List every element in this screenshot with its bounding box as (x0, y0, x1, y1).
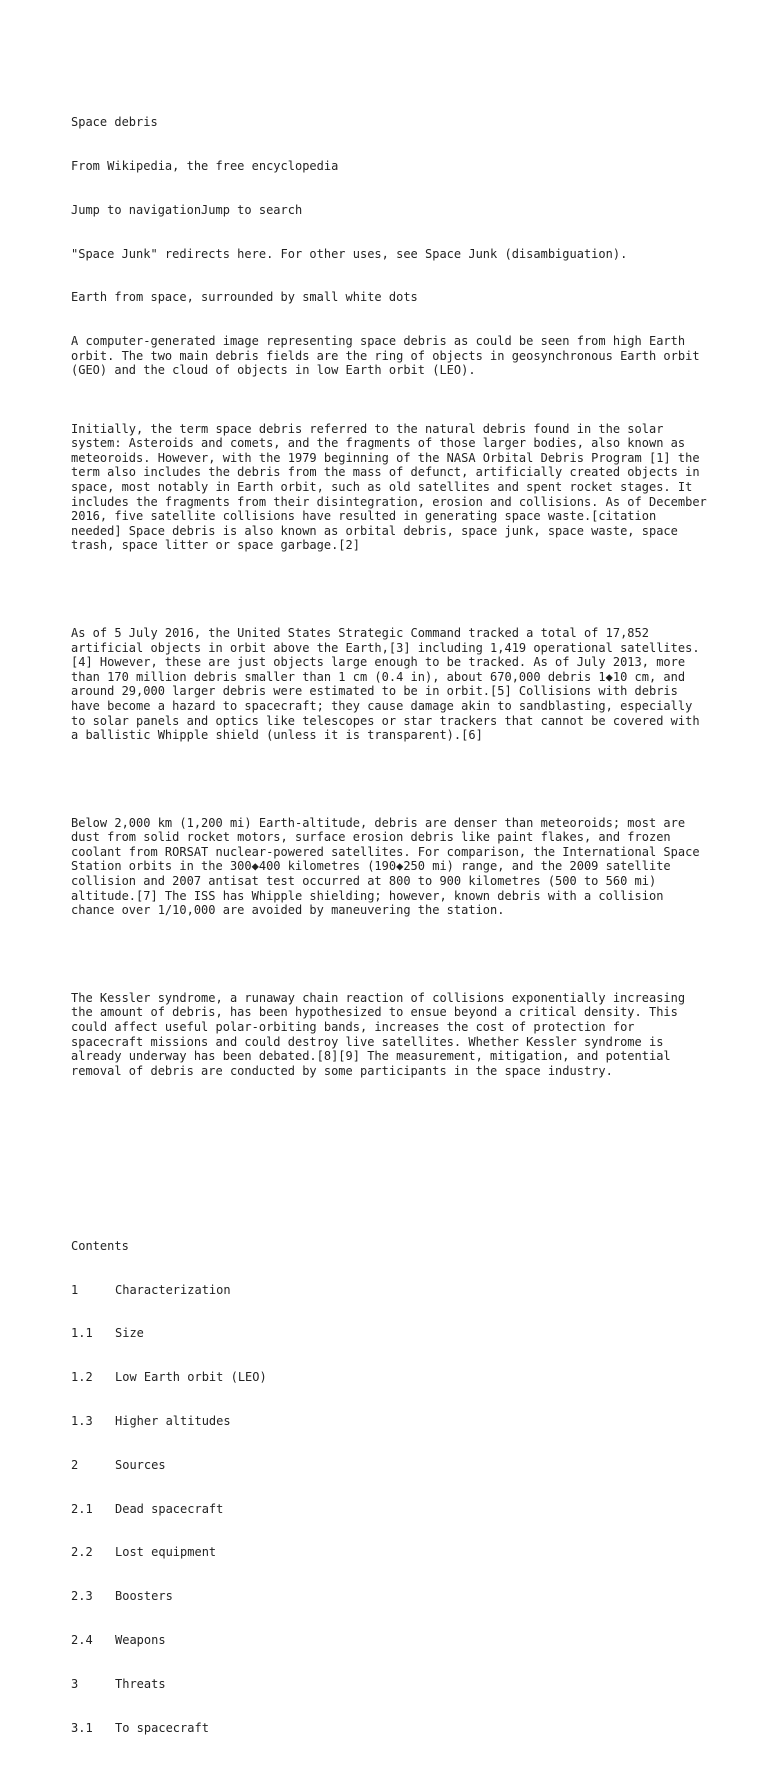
hatnote: "Space Junk" redirects here. For other uses, see Space Junk (disambiguation). (71, 246, 628, 261)
document-page (71, 86, 714, 1779)
toc-label[interactable]: To spacecraft (115, 1720, 209, 1735)
toc-label[interactable]: Size (115, 1326, 144, 1341)
paragraph-spacer (71, 1108, 711, 1123)
page-title: Space debris (71, 115, 158, 130)
body-paragraph: As of 5 July 2016, the United States Strategic Command tracked a total of 17,852 artificial objects in orbit above the Earth,[3] including 1,419 operational satellites.[4] However, these are just objects large enough to be tracked. As of July 2013, more than 170 million debris smaller than 1 cm (0.4 in), about 670,000 debris 1◆10 cm, and around 29,000 larger debris were estimated to be in orbit.[5] Collisions with debris have become a hazard to spacecraft; they cause damage akin to sandblasting, especially to solar panels and optics like telescopes or star trackers that cannot be covered with a ballistic Whipple shield (unless it is transparent).[6] (71, 625, 707, 743)
image-caption: A computer-generated image representing space debris as could be seen from high Earth orbit. The two main debris fields are the ring of objects in geosynchronous Earth orbit (GEO) and the cloud of objects in low Earth orbit (LEO). (71, 334, 707, 378)
toc-label[interactable]: Low Earth orbit (LEO) (115, 1370, 267, 1385)
toc-item[interactable] (71, 1370, 711, 1385)
toc-item[interactable] (71, 1458, 711, 1473)
toc-label[interactable]: Boosters (115, 1589, 173, 1604)
toc-number: 2.1 (71, 1501, 93, 1516)
contents-heading: Contents (71, 1238, 129, 1253)
body-paragraph: The Kessler syndrome, a runaway chain reaction of collisions exponentially increasing the amount of debris, has been hypothesized to ensue beyond a critical density. This could affect useful polar-orbiting bands, increases the cost of protection for spacecraft missions and could destroy live satellites. Whether Kessler syndrome is already underway has been debated.[8][9] The measurement, mitigation, and potential removal of debris are conducted by some participants in the space industry. (71, 990, 693, 1078)
toc-number: 1.2 (71, 1370, 93, 1385)
toc-label[interactable]: Higher altitudes (115, 1414, 231, 1429)
toc-number: 1.3 (71, 1414, 93, 1429)
body-paragraph: Below 2,000 km (1,200 mi) Earth-altitude, debris are denser than meteoroids; most are dust from solid rocket motors, surface erosion debris like paint flakes, and frozen coolant from RORSAT nuclear-powered satellites. For comparison, the International Space Station orbits in the 300◆400 kilometres (190◆250 mi) range, and the 2009 satellite collision and 2007 antisat test occurred at 800 to 900 kilometres (500 to 560 mi) altitude.[7] The ISS has Whipple shielding; however, known debris with a collision chance over 1/10,000 are avoided by maneuvering the station. (71, 815, 707, 918)
toc-item[interactable] (71, 1721, 711, 1736)
jump-links[interactable]: Jump to navigationJump to search (71, 202, 303, 217)
paragraph-spacer (71, 947, 711, 962)
toc-number: 3 (71, 1676, 79, 1691)
toc-number: 3.1 (71, 1720, 93, 1735)
image-alt-text: Earth from space, surrounded by small white dots (71, 290, 418, 305)
toc-label[interactable]: Threats (115, 1676, 166, 1691)
toc-number: 2.3 (71, 1589, 93, 1604)
toc-item[interactable] (71, 1502, 711, 1517)
body-paragraph: Initially, the term space debris referred to the natural debris found in the solar system: Asteroids and comets, and the fragments of those larger bodies, also known as meteoroids. However, with the 1979 beginning of the NASA Orbital Debris Program [1] the term also includes the debris from the mass of defunct, artificially created objects in space, most notably in Earth orbit, such as old satellites and spent rocket stages. It includes the fragments from their disintegration, erosion and collisions. As of December 2016, five satellite collisions have resulted in generating space waste.[citation needed] Space debris is also known as orbital debris, space junk, space waste, space trash, space litter or space garbage.[2] (71, 421, 714, 553)
toc-item[interactable] (71, 1633, 711, 1648)
toc-number: 2.2 (71, 1545, 93, 1560)
toc-number: 1.1 (71, 1326, 93, 1341)
toc-label[interactable]: Dead spacecraft (115, 1501, 224, 1516)
tagline: From Wikipedia, the free encyclopedia (71, 158, 339, 173)
toc-item[interactable] (71, 1414, 711, 1429)
paragraph-spacer (71, 582, 711, 597)
table-of-contents (71, 1210, 711, 1765)
toc-item[interactable] (71, 1283, 711, 1298)
toc-number: 2 (71, 1457, 79, 1472)
paragraph-spacer (71, 1151, 711, 1166)
toc-item[interactable] (71, 1589, 711, 1604)
toc-number: 2.4 (71, 1632, 93, 1647)
toc-label[interactable]: Sources (115, 1457, 166, 1472)
toc-item[interactable] (71, 1326, 711, 1341)
toc-number: 1 (71, 1282, 79, 1297)
toc-item[interactable] (71, 1677, 711, 1692)
toc-item[interactable] (71, 1545, 711, 1560)
toc-label[interactable]: Characterization (115, 1282, 231, 1297)
toc-label[interactable]: Lost equipment (115, 1545, 217, 1560)
toc-label[interactable]: Weapons (115, 1632, 166, 1647)
paragraph-spacer (71, 772, 711, 787)
